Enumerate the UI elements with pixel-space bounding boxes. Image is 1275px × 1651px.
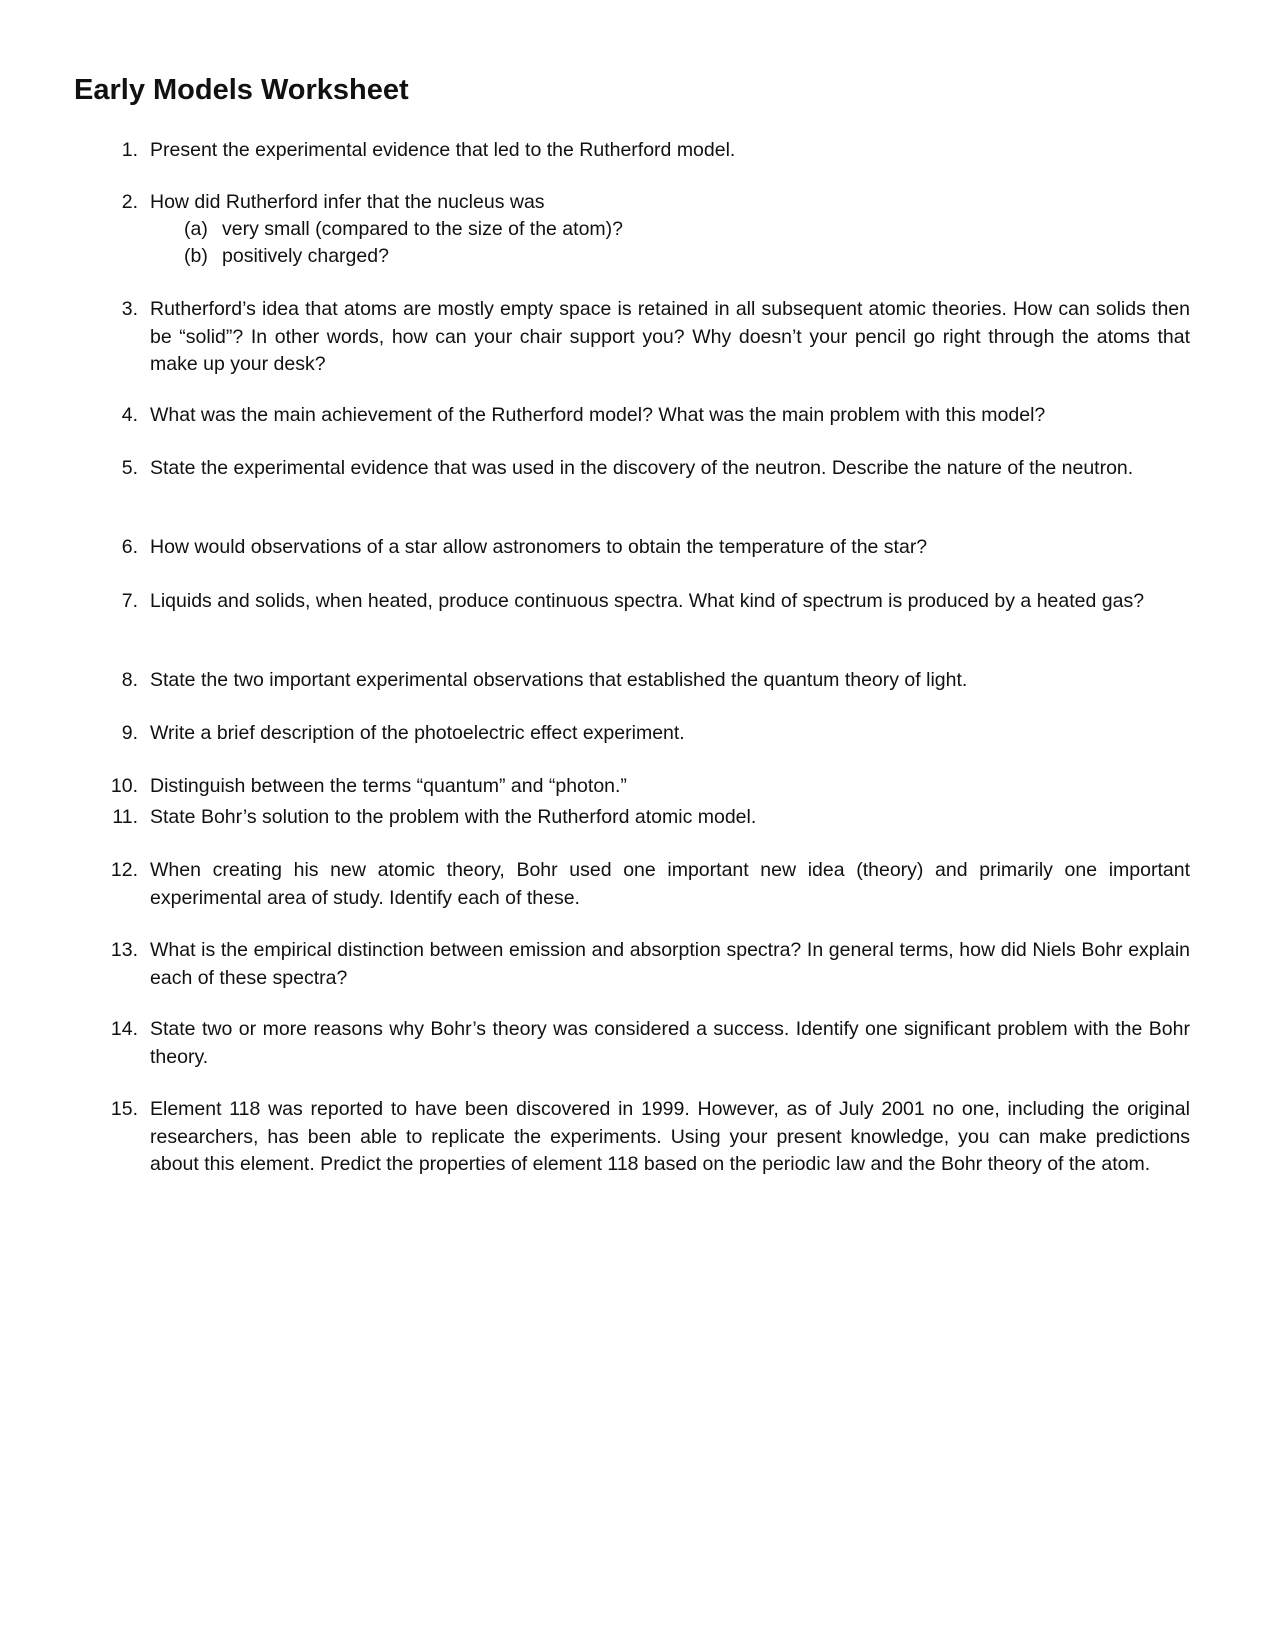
page-title: Early Models Worksheet	[74, 74, 409, 106]
question-item	[108, 667, 1190, 695]
question-number: 6.	[121, 536, 138, 558]
question-subpart	[184, 216, 623, 244]
question-text: Rutherford’s idea that atoms are mostly empty space is retained in all subsequent atomic theories. How can solids then be “solid”? In other words, how can your chair support you? Why doesn’t your pencil go right through the atoms that make up your desk?	[150, 298, 1190, 375]
question-text: How did Rutherford infer that the nucleus was	[150, 191, 545, 213]
question-number: 1.	[121, 139, 138, 161]
question-text: Distinguish between the terms “quantum” and “photon.”	[150, 775, 627, 797]
question-item	[108, 455, 1190, 483]
question-item	[108, 296, 1190, 379]
question-text: State the experimental evidence that was used in the discovery of the neutron. Describe the nature of the neutron.	[150, 457, 1134, 479]
question-text: What was the main achievement of the Rutherford model? What was the main problem with this model?	[150, 404, 1046, 426]
question-item	[108, 804, 1190, 832]
subpart-label: (b)	[184, 245, 208, 267]
question-text: State two or more reasons why Bohr’s theory was considered a success. Identify one significant problem with the Bohr theory.	[150, 1018, 1190, 1068]
subpart-label: (a)	[184, 218, 208, 240]
question-text: How would observations of a star allow astronomers to obtain the temperature of the star?	[150, 536, 928, 558]
question-number: 3.	[121, 298, 138, 320]
question-text: State Bohr’s solution to the problem with the Rutherford atomic model.	[150, 806, 757, 828]
subpart-text: positively charged?	[222, 245, 389, 267]
question-number: 10.	[110, 775, 138, 797]
question-number: 5.	[121, 457, 138, 479]
question-text: Write a brief description of the photoelectric effect experiment.	[150, 722, 685, 744]
question-number: 14.	[110, 1018, 138, 1040]
question-number: 7.	[121, 590, 138, 612]
question-text: State the two important experimental observations that established the quantum theory of light.	[150, 669, 968, 691]
question-text: Liquids and solids, when heated, produce continuous spectra. What kind of spectrum is produced by a heated gas?	[150, 590, 1145, 612]
question-item	[108, 588, 1190, 616]
question-number: 2.	[121, 191, 138, 213]
question-item	[108, 1096, 1190, 1179]
question-item	[108, 857, 1190, 912]
question-subpart	[184, 243, 389, 271]
question-item	[108, 720, 1190, 748]
question-item	[108, 402, 1190, 430]
question-number: 4.	[121, 404, 138, 426]
question-item	[108, 534, 1190, 562]
question-number: 15.	[110, 1098, 138, 1120]
question-number: 8.	[121, 669, 138, 691]
question-text: What is the empirical distinction between emission and absorption spectra? In general terms, how did Niels Bohr explain each of these spectra?	[150, 939, 1190, 989]
question-number: 11.	[112, 806, 138, 828]
question-text: Element 118 was reported to have been discovered in 1999. However, as of July 2001 no one, including the original researchers, has been able to replicate the experiments. Using your present knowledge, you can make predictions about this element. Predict the properties of element 118 based on the periodic law and the Bohr theory of the atom.	[150, 1098, 1190, 1175]
question-text: Present the experimental evidence that led to the Rutherford model.	[150, 139, 736, 161]
question-text: When creating his new atomic theory, Bohr used one important new idea (theory) and primarily one important experimental area of study. Identify each of these.	[150, 859, 1190, 909]
question-number: 9.	[121, 722, 138, 744]
subpart-text: very small (compared to the size of the atom)?	[222, 218, 623, 240]
question-number: 12.	[110, 859, 138, 881]
question-item	[108, 1016, 1190, 1071]
question-item	[108, 137, 1190, 165]
question-number: 13.	[110, 939, 138, 961]
question-item	[108, 937, 1190, 992]
question-item	[108, 189, 1190, 217]
question-item	[108, 773, 1190, 801]
